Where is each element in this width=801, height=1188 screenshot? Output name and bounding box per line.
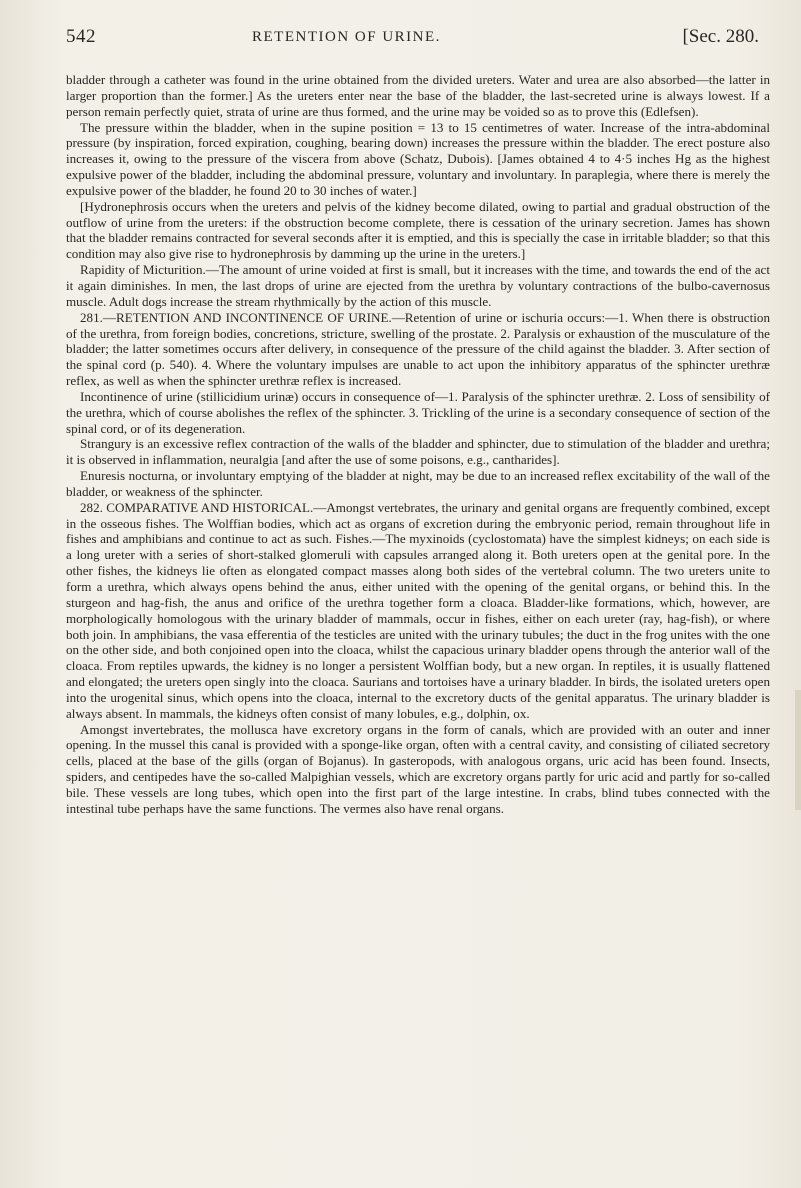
paragraph-enuresis: Enuresis nocturna, or involuntary emptying of the bladder at night, may be due to an increased reflex excitability of the wall of the bladder, or weakness of the sphincter. — [66, 468, 770, 499]
paragraph-incontinence: Incontinence of urine (stillicidium urinæ) occurs in consequence of—1. Paralysis of the sphincter urethræ. 2. Loss of sensibility of the urethra, which of course abolishes the reflex of the sphincter. 3. Trickling of the urine is a secondary consequence of section of the spinal cord, or of its degeneration. — [66, 388, 770, 436]
paragraph-comparative: 282. COMPARATIVE AND HISTORICAL.—Amongst vertebrates, the urinary and genital organs are frequently combined, except in the osseous fishes. The Wolffian bodies, which act as organs of excretion during the embryonic period, remain throughout life in fishes and amphibians and continue to act as such. Fishes.—The myxinoids (cyclostomata) have the simplest kidneys; on each side is a long ureter with a series of short-stalked glomeruli with capsules arranged along it. Both ureters open at the genital pore. In the other fishes, the kidneys lie often as elongated compact masses along both sides of the vertebral column. The two ureters unite to form a urethra, which always opens behind the anus, either united with the opening of the genital organs, or behind this. In the sturgeon and hag-fish, the anus and orifice of the urethra together form a cloaca. Bladder-like formations, which, however, are morphologically homologous with the urinary bladder of mammals, occur in fishes, either on each ureter (ray, hag-fish), or where both join. In amphibians, the vasa efferentia of the testicles are united with the urinary tubules; the duct in the frog unites with the one on the other side, and both conjoined open into the cloaca, whilst the capacious urinary bladder opens through the anterior wall of the cloaca. From reptiles upwards, the kidney is no longer a persistent Wolffian body, but a new organ. In reptiles, it is usually flattened and elongated; the ureters open singly into the cloaca. Saurians and tortoises have a urinary bladder. In birds, the isolated ureters open into the urogenital sinus, which opens into the cloaca, internal to the excretory ducts of the genital apparatus. The urinary bladder is always absent. In mammals, the kidneys often consist of many lobules, e.g., dolphin, ox. — [66, 499, 770, 721]
paragraph-retention: 281.—RETENTION AND INCONTINENCE OF URINE.—Retention of urine or ischuria occurs:—1. When there is obstruction of the urethra, from foreign bodies, concretions, stricture, swelling of the prostate. 2. Paralysis or exhaustion of the musculature of the bladder; the latter sometimes occurs after delivery, in consequence of the pressure of the child against the bladder. 3. After section of the spinal cord (p. 540). 4. Where the voluntary impulses are unable to act upon the inhibitory apparatus of the sphincter urethræ reflex, as well as when the sphincter urethræ reflex is increased. — [66, 309, 770, 389]
section-label: [Sec. 280. — [682, 26, 759, 47]
paragraph-micturition-rapidity: Rapidity of Micturition.—The amount of urine voided at first is small, but it increases with the time, and towards the end of the act it again diminishes. In men, the last drops of urine are ejected from the urethra by voluntary contractions of the bulbo-cavernosus muscle. Adult dogs increase the stream rhythmically by the action of this muscle. — [66, 262, 770, 309]
running-head: RETENTION OF URINE. — [252, 29, 441, 45]
page-header — [66, 26, 773, 56]
paragraph-absorption: bladder through a catheter was found in the urine obtained from the divided ureters. Water and urea are also absorbed—the latter in larger proportion than the former.] As the ureters enter near the base of the bladder, the last-secreted urine is always lowest. If a person remain perfectly quiet, strata of urine are thus formed, and the urine may be voided so as to prove this (Edlefsen). — [66, 72, 770, 119]
body-text — [66, 72, 770, 817]
paragraph-bladder-pressure: The pressure within the bladder, when in the supine position = 13 to 15 centimetres of water. Increase of the intra-abdominal pressure (by inspiration, forced expiration, coughing, bearing down) increases the pressure within the bladder. The erect posture also increases it, owing to the pressure of the viscera from above (Schatz, Dubois). [James obtained 4 to 4·5 inches Hg as the highest expulsive power of the bladder, including the abdominal pressure, voluntary and involuntary. In paraplegia, where there is merely the expulsive power of the bladder, he found 20 to 30 inches of water.] — [66, 119, 770, 198]
page-number: 542 — [66, 26, 96, 47]
paragraph-strangury: Strangury is an excessive reflex contraction of the walls of the bladder and sphincter, due to stimulation of the bladder and urethra; it is observed in inflammation, neuralgia [and after the use of some poisons, e.g., cantharides]. — [66, 436, 770, 468]
paragraph-invertebrates: Amongst invertebrates, the mollusca have excretory organs in the form of canals, which are provided with an outer and inner opening. In the mussel this canal is provided with a sponge-like organ, often with a central cavity, and consisting of ciliated secretory cells, placed at the base of the gills (organ of Bojanus). In gasteropods, with analogous organs, uric acid has been found. Insects, spiders, and centipedes have the so-called Malpighian vessels, which are excretory organs partly for uric acid and partly for so-called bile. These vessels are long tubes, which open into the first part of the large intestine. In crabs, blind tubes connected with the intestinal tube perhaps have the same functions. The vermes also have renal organs. — [66, 721, 770, 816]
paragraph-hydronephrosis: [Hydronephrosis occurs when the ureters and pelvis of the kidney become dilated, owing to partial and gradual obstruction of the outflow of urine from the ureters: if the obstruction become complete, there is cessation of the urinary secretion. James has shown that the bladder remains contracted for several seconds after it is emptied, and this is specially the case in irritable bladder; so that this condition may also give rise to hydronephrosis by damming up the urine in the ureters.] — [66, 198, 770, 262]
page-edge-shadow — [795, 690, 801, 810]
